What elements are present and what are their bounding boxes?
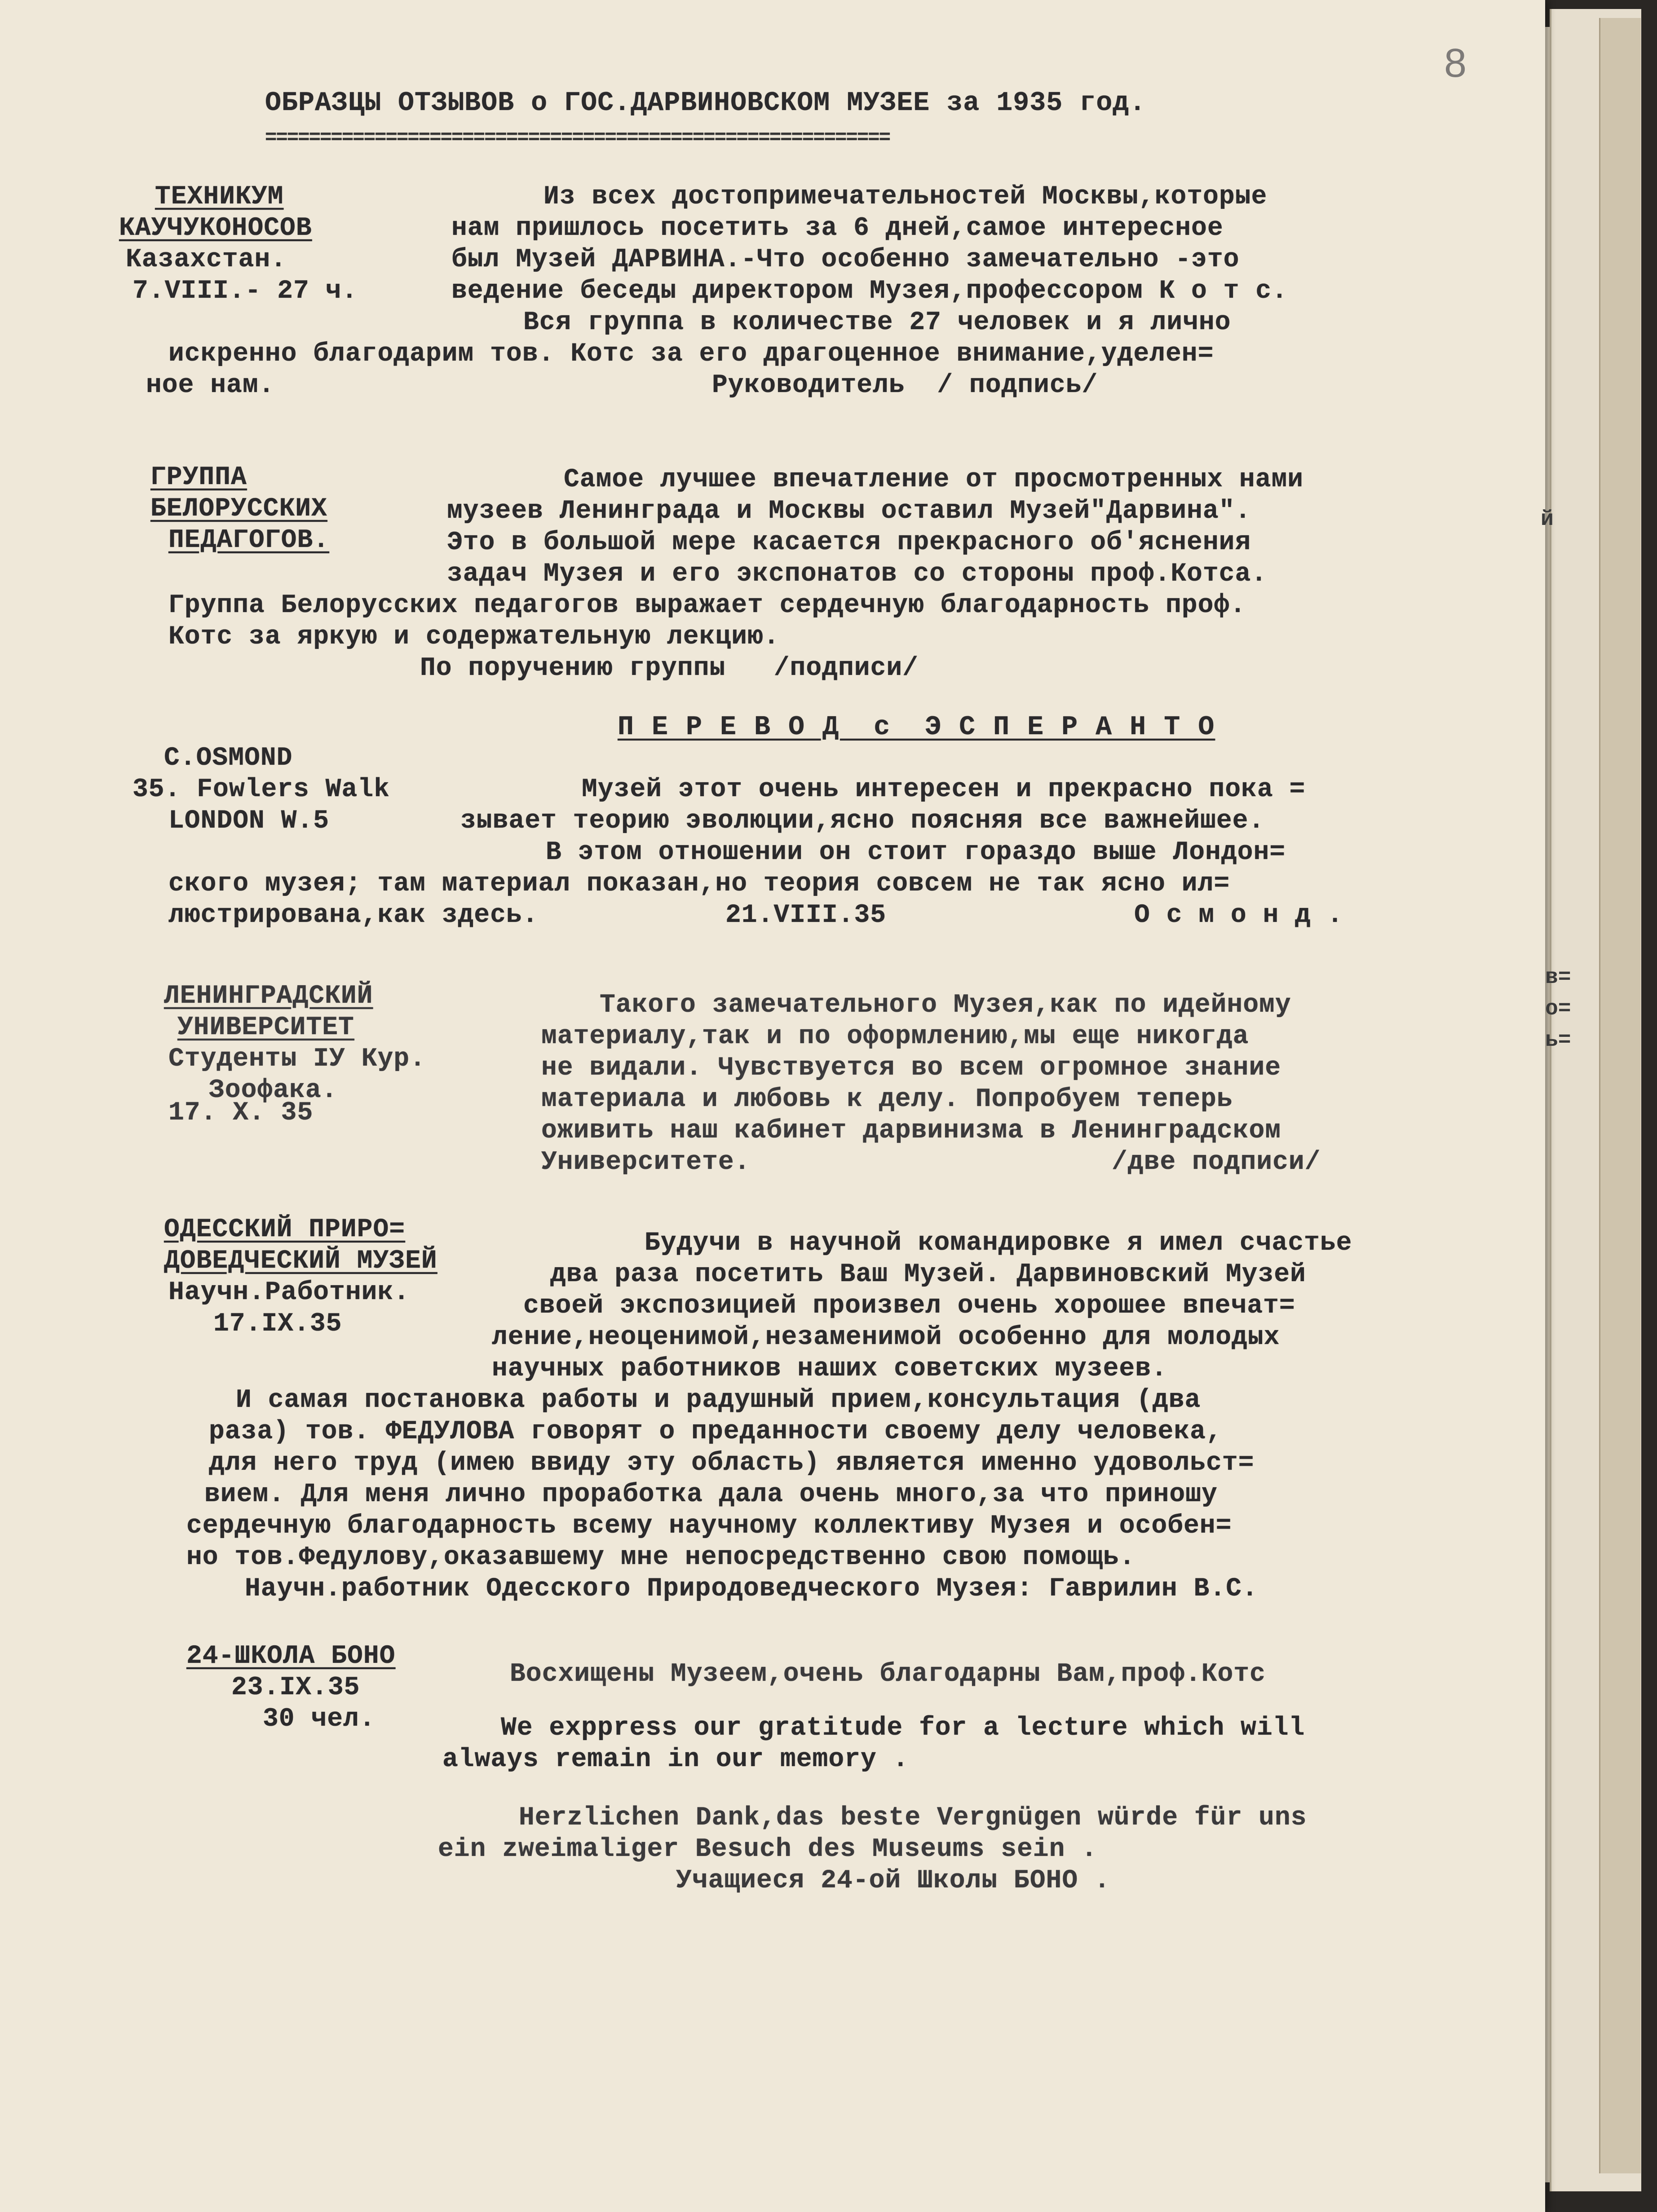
signature-note: Научн.работник Одесского Природоведческого Музея: Гаврилин В.С. [245, 1574, 1258, 1604]
section-heading: П Е Р Е В О Д с Э С П Е Р А Н Т О [618, 712, 1215, 743]
review-line: искренно благодарим тов. Котс за его драгоценное внимание,уделен= [168, 339, 1214, 369]
review-line: материала и любовь к делу. Попробуем теперь [541, 1085, 1233, 1114]
sender-name: УНИВЕРСИТЕТ [177, 1013, 354, 1042]
signature-note: Руководитель / подпись/ [712, 371, 1098, 400]
review-line: вием. Для меня лично проработка дала очень много,за что приношу [204, 1480, 1218, 1509]
review-line: Это в большой мере касается прекрасного об'яснения [447, 528, 1251, 557]
review-line: В этом отношении он стоит гораздо выше Лондон= [546, 838, 1286, 867]
review-line: И самая постановка работы и радушный прием,консультация (два [236, 1386, 1201, 1415]
review-line: Такого замечательного Музея,как по идейному [600, 991, 1291, 1020]
signature-note: /две подписи/ [1112, 1148, 1321, 1177]
review-line: Будучи в научной командировке я имел счастье [645, 1229, 1352, 1258]
sender-name: ГРУППА [150, 463, 247, 492]
review-line: ное нам. [146, 371, 275, 400]
sender-name: ТЕХНИКУМ [155, 182, 284, 212]
margin-mark: й [1541, 507, 1554, 532]
sender-name: ОДЕССКИЙ ПРИРО= [164, 1215, 406, 1244]
review-line: музеев Ленинграда и Москвы оставил Музей"Дарвина". [447, 497, 1251, 526]
review-line: раза) тов. ФЕДУЛОВА говорят о преданности своему делу человека, [209, 1417, 1222, 1446]
sender-date: 17. X. 35 [168, 1098, 314, 1128]
review-line: сердечную благодарность всему научному коллективу Музея и особен= [186, 1511, 1232, 1541]
review-line: но тов.Федулову,оказавшему мне непосредственно свою помощь. [186, 1543, 1136, 1572]
review-date: 21.VIII.35 [725, 901, 887, 930]
margin-mark: о= [1545, 997, 1571, 1021]
sender-detail: Студенты IУ Кур. [168, 1044, 426, 1074]
review-line: материалу,так и по оформлению,мы еще никогда [541, 1022, 1249, 1051]
signature-name: О с м о н д . [1134, 901, 1343, 930]
sender-address: 35. Fowlers Walk [133, 775, 390, 804]
sender-detail: 30 чел. [263, 1705, 376, 1734]
review-line: научных работников наших советских музеев. [492, 1354, 1167, 1384]
sender-name: БЕЛОРУССКИХ [150, 494, 327, 524]
review-line: Музей этот очень интересен и прекрасно пока = [582, 775, 1306, 804]
review-line: ведение беседы директором Музея,профессором К о т с. [451, 277, 1288, 306]
review-line: оживить наш кабинет дарвинизма в Ленинградском [541, 1116, 1281, 1146]
review-line: ского музея; там материал показан,но теория совсем не так ясно ил= [168, 869, 1230, 899]
review-line: два раза посетить Ваш Музей. Дарвиновский Музей [550, 1260, 1306, 1289]
review-line: always remain in our memory . [442, 1745, 909, 1774]
sender-name: C.OSMOND [164, 744, 293, 773]
page-title: ОБРАЗЦЫ ОТЗЫВОВ о ГОС.ДАРВИНОВСКОМ МУЗЕЕ за 1935 год. [265, 88, 1146, 119]
review-line: задач Музея и его экспонатов со стороны проф.Котса. [447, 560, 1268, 589]
review-line: We exppress our gratitude for a lecture which will [501, 1714, 1305, 1743]
sender-detail: Научн.Работник. [168, 1278, 410, 1307]
review-line: Восхищены Музеем,очень благодарны Вам,проф.Котс [510, 1660, 1266, 1689]
review-line: зывает теорию эволюции,ясно поясняя все важнейшее. [460, 806, 1265, 836]
signature-note: Учащиеся 24-ой Школы БОНО . [676, 1866, 1110, 1895]
title-rule: ========================================================= [265, 127, 890, 149]
sender-location: Казахстан. [126, 245, 287, 274]
review-line: Вся группа в количестве 27 человек и я лично [523, 308, 1231, 337]
sender-detail: Зоофака. [209, 1076, 338, 1105]
review-line: Из всех достопримечательностей Москвы,которые [543, 182, 1268, 212]
sender-name: 24-ШКОЛА БОНО [186, 1642, 396, 1671]
sender-date: 17.IX.35 [213, 1309, 342, 1339]
review-line: Университете. [541, 1148, 751, 1177]
review-line: для него труд (имею ввиду эту область) является именно удовольст= [209, 1449, 1255, 1478]
sender-date: 7.VIII.- 27 ч. [133, 277, 358, 306]
sender-name: ЛЕНИНГРАДСКИЙ [164, 982, 373, 1011]
signature-note: По поручению группы /подписи/ [420, 654, 919, 683]
review-line: нам пришлось посетить за 6 дней,самое интересное [451, 214, 1224, 243]
review-line: был Музей ДАРВИНА.-Что особенно замечательно -это [451, 245, 1240, 274]
sender-name: КАУЧУКОНОСОВ [119, 214, 312, 243]
review-line: своей экспозицией произвел очень хорошее впечат= [523, 1291, 1295, 1321]
review-line: Котс за яркую и содержательную лекцию. [168, 622, 780, 652]
underlying-page [1599, 18, 1641, 2173]
review-line: люстрирована,как здесь. [168, 901, 539, 930]
review-line: Самое лучшее впечатление от просмотренных нами [564, 465, 1304, 494]
page-number: 8 [1444, 41, 1467, 86]
sender-name: ДОВЕДЧЕСКИЙ МУЗЕЙ [164, 1247, 437, 1276]
review-line: Группа Белорусских педагогов выражает сердечную благодарность проф. [168, 591, 1246, 620]
sender-name: ПЕДАГОГОВ. [168, 526, 330, 555]
margin-mark: ь= [1545, 1028, 1571, 1053]
review-line: не видали. Чувствуется во всем огромное знание [541, 1053, 1281, 1083]
review-line: Herzlichen Dank,das beste Vergnügen würde für uns [519, 1803, 1307, 1833]
sender-date: 23.IX.35 [231, 1673, 360, 1702]
sender-address: LONDON W.5 [168, 806, 330, 836]
margin-mark: в= [1545, 965, 1571, 990]
review-line: ление,неоценимой,незаменимой особенно для молодых [492, 1323, 1280, 1352]
review-line: ein zweimaliger Besuch des Museums sein . [438, 1835, 1098, 1864]
